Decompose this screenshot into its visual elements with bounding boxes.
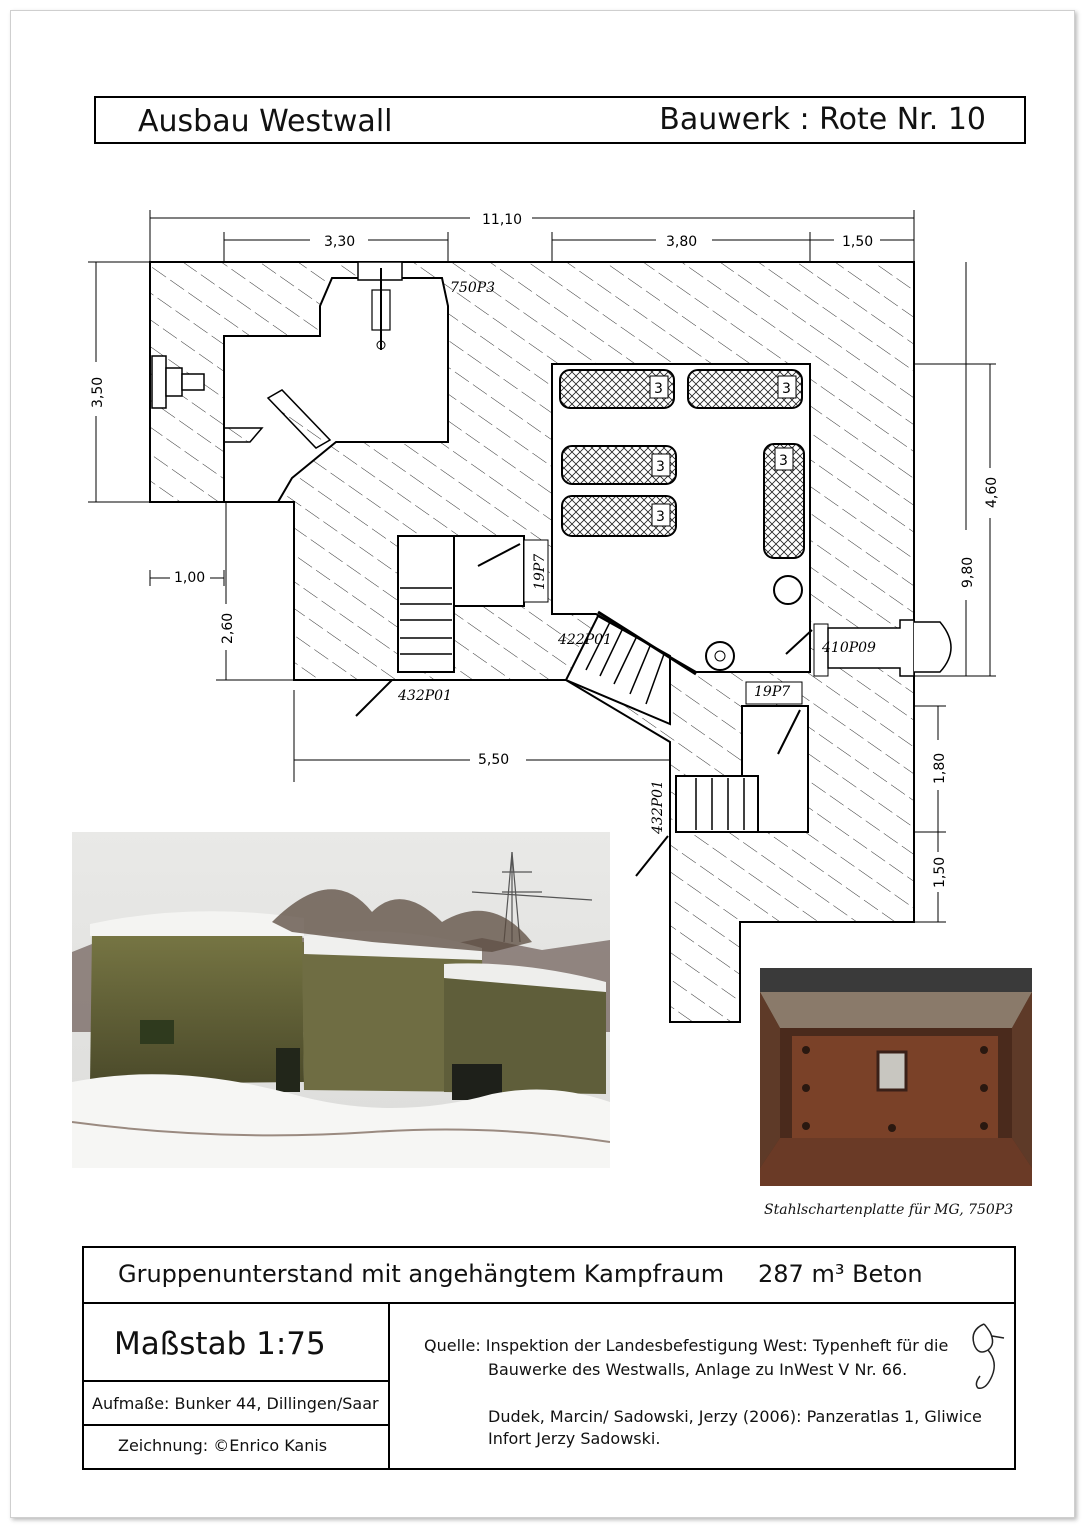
dim-260: 2,60 (220, 612, 236, 644)
info-column (84, 1304, 390, 1468)
source-secondary: Dudek, Marcin/ Sadowski, Jerzy (2006): Panzeratlas 1, Gliwice Infort Jerzy Sadowski. (488, 1407, 982, 1448)
dim-180: 1,80 (932, 752, 948, 784)
embrasure-plate-photo (760, 968, 1032, 1186)
label-432p01-b: 432P01 (650, 780, 666, 834)
dim-150-right: 1,50 (932, 856, 948, 888)
divider (84, 1424, 388, 1426)
scale-label: Maßstab 1:75 (114, 1326, 326, 1362)
dim-980: 9,80 (960, 556, 976, 588)
dim-330: 3,30 (324, 234, 356, 250)
concrete-volume: 287 m³ Beton (758, 1260, 923, 1288)
label-422p01: 422P01 (558, 632, 612, 648)
signature-icon (964, 1316, 1008, 1396)
label-19p7-b: 19P7 (754, 684, 791, 700)
header-left: Ausbau Westwall (138, 104, 393, 139)
bunk-label: 3 (656, 509, 665, 525)
label-432p01-a: 432P01 (398, 688, 452, 704)
source-line-2: Bauwerke des Westwalls, Anlage zu InWest V Nr. 66. (488, 1360, 908, 1379)
label-19p7-a: 19P7 (532, 553, 548, 590)
title-row (84, 1248, 1014, 1304)
source-line-1: Quelle: Inspektion der Landesbefestigung West: Typenheft für die (424, 1336, 949, 1355)
label-410p09: 410P09 (822, 640, 876, 656)
bunk-label: 3 (779, 453, 788, 469)
dim-150-top: 1,50 (842, 234, 874, 250)
bunk-label: 3 (654, 381, 663, 397)
survey-label: Aufmaße: Bunker 44, Dillingen/Saar (92, 1394, 379, 1413)
drawing-credit: Zeichnung: ©Enrico Kanis (118, 1436, 328, 1455)
title-block (82, 1246, 1016, 1470)
dim-total-width: 11,10 (482, 212, 523, 228)
label-750p3: 750P3 (450, 280, 496, 296)
bunker-exterior-photo (72, 832, 610, 1168)
dim-350: 3,50 (90, 376, 106, 408)
dim-380: 3,80 (666, 234, 698, 250)
divider (84, 1380, 388, 1382)
dim-100: 1,00 (174, 570, 206, 586)
dim-460: 4,60 (984, 476, 1000, 508)
header-right: Bauwerk : Rote Nr. 10 (659, 102, 986, 137)
source-primary (424, 1334, 948, 1382)
bunk-label: 3 (782, 381, 791, 397)
structure-title: Gruppenunterstand mit angehängtem Kampfraum (118, 1260, 725, 1288)
bunk-label: 3 (656, 459, 665, 475)
dim-550: 5,50 (478, 752, 510, 768)
photo-caption: Stahlschartenplatte für MG, 750P3 (764, 1202, 1014, 1218)
